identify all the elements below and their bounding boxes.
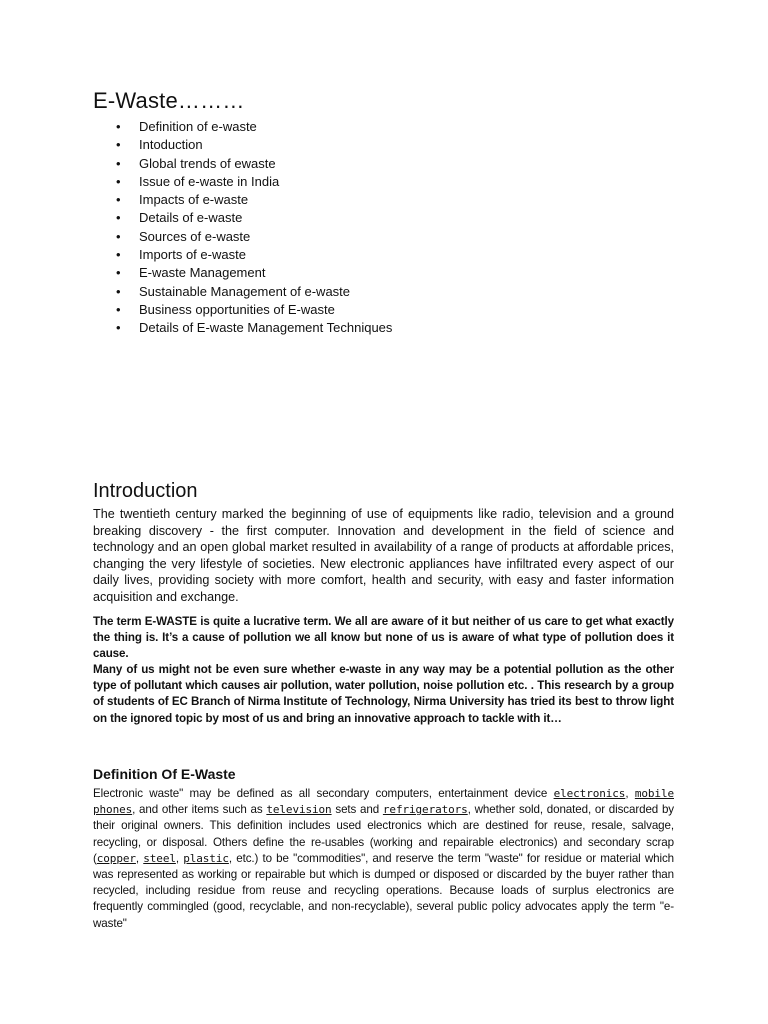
bullet-icon: • <box>116 228 121 244</box>
text-run: , etc.) to be "commodities", and reserve the term "waste" for residue or material which was represented as working or repairable but which is dumped or disposed or discarded by the buyer rather than recycled, including residue from reuse and recycling operations. Because loads of surplus electronics are frequently commingled (good, recyclable, and non-recyclable), several public policy advocates apply the term "e-waste" <box>93 851 674 930</box>
link-copper[interactable]: copper <box>96 851 136 865</box>
list-item <box>116 246 392 264</box>
introduction-heading: Introduction <box>93 480 198 502</box>
list-item <box>116 319 392 337</box>
document-title: E-Waste……… <box>93 88 245 113</box>
list-item <box>116 191 392 209</box>
list-item-label: E-waste Management <box>139 265 266 281</box>
text-run: , and other items such as <box>132 803 267 817</box>
list-item-label: Sources of e-waste <box>139 228 251 244</box>
list-item <box>116 136 392 154</box>
link-television[interactable]: television <box>266 803 332 817</box>
list-item <box>116 118 392 136</box>
list-item-label: Details of E-waste Management Techniques <box>139 320 393 336</box>
list-item <box>116 264 392 282</box>
text-run: sets and <box>331 803 383 817</box>
intro-paragraph: The twentieth century marked the beginning of use of equipments like radio, television and a ground breaking discovery - the first computer. Innovation and development in the field of science and technology and an open global market resulted in availability of a range of products at affordable prices, changing the very lifestyle of societies. New electronic appliances have infiltrated every aspect of our daily lives, providing society with more comfort, health and security, with easy and faster information acquisition and exchange. <box>93 507 674 604</box>
text-run: , whether sold, donated, or discarded by their original owners. This definition includes used electronics which are destined for reuse, resale, salvage, recycling, or disposal. Others define the re-usables (working and repairable electronics) and secondary scrap ( <box>93 803 674 865</box>
list-item-label: Global trends of ewaste <box>139 155 276 171</box>
list-item <box>116 173 392 191</box>
link-plastic[interactable]: plastic <box>183 851 229 865</box>
bullet-icon: • <box>116 301 121 317</box>
list-item-label: Imports of e-waste <box>139 247 246 263</box>
link-electronics[interactable]: electronics <box>553 787 626 800</box>
definition-heading: Definition Of E-Waste <box>93 766 236 782</box>
list-item-label: Definition of e-waste <box>139 119 257 134</box>
bullet-icon: • <box>116 247 121 263</box>
bullet-icon: • <box>116 320 121 336</box>
bullet-icon: • <box>116 173 121 189</box>
link-mobile-phones[interactable]: mobile phones <box>93 787 674 817</box>
bullet-icon: • <box>116 155 121 171</box>
intro-paragraph: The term E-WASTE is quite a lucrative term. We all are aware of it but neither of us care to get what exactly the thing is. It’s a cause of pollution we all know but none of us is aware of what type of pollution does it cause. <box>93 615 674 660</box>
text-run: , <box>625 787 635 800</box>
list-item <box>116 155 392 173</box>
list-item-label: Business opportunities of E-waste <box>139 301 335 317</box>
list-item-label: Impacts of e-waste <box>139 192 249 208</box>
contents-list <box>116 118 392 338</box>
text-run: Electronic waste" may be defined as all secondary computers, entertainment device <box>93 787 554 800</box>
link-refrigerators[interactable]: refrigerators <box>382 803 468 817</box>
intro-paragraph: Many of us might not be even sure whether e-waste in any way may be a potential pollution as the other type of pollutant which causes air pollution, water pollution, noise pollution etc. . This research by a group of students of EC Branch of Nirma Institute of Technology, Nirma University has tried its best to throw light on the ignored topic by most of us and bring an innovative approach to tackle with it… <box>93 663 674 725</box>
list-item <box>116 301 392 319</box>
list-item-label: Issue of e-waste in India <box>139 173 280 189</box>
list-item <box>116 228 392 246</box>
bullet-icon: • <box>116 192 121 208</box>
list-item <box>116 209 392 227</box>
list-item-label: Sustainable Management of e-waste <box>139 283 351 299</box>
bullet-icon: • <box>116 119 121 134</box>
text-run: , <box>135 851 144 865</box>
definition-paragraph <box>93 786 674 932</box>
list-item <box>116 283 392 301</box>
bullet-icon: • <box>116 210 121 226</box>
text-run: , <box>175 851 184 865</box>
link-steel[interactable]: steel <box>143 851 176 865</box>
bullet-icon: • <box>116 137 121 153</box>
list-item-label: Intoduction <box>139 137 203 153</box>
bullet-icon: • <box>116 283 121 299</box>
bullet-icon: • <box>116 265 121 281</box>
list-item-label: Details of e-waste <box>139 210 243 226</box>
